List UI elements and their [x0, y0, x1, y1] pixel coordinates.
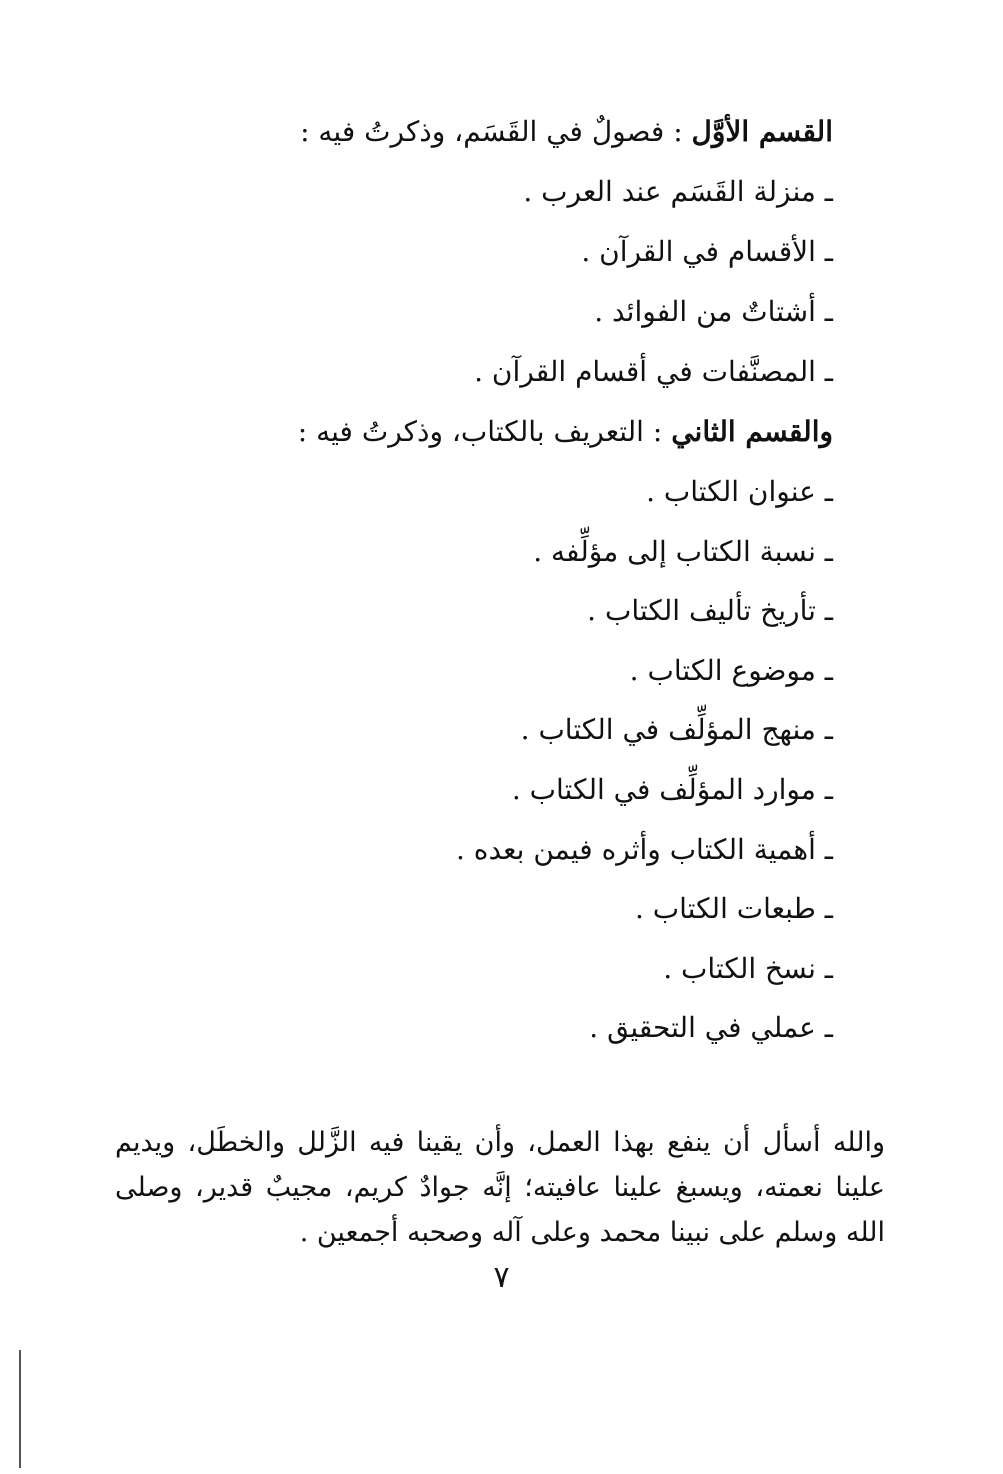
- list-item: ـ نسبة الكتاب إلى مؤلِّفه .: [533, 534, 833, 568]
- section-2-heading-title: والقسم الثاني: [671, 415, 833, 448]
- section-1-heading-title: القسم الأوَّل: [691, 115, 833, 148]
- margin-line: [19, 1350, 21, 1468]
- list-item: ـ منهج المؤلِّف في الكتاب .: [520, 713, 833, 747]
- list-item: ـ أشتاتٌ من الفوائد .: [594, 295, 833, 328]
- list-item: ـ موضوع الكتاب .: [629, 653, 833, 687]
- main-text-block: [113, 112, 833, 1068]
- section-1-list: [113, 172, 833, 392]
- section-2-list: [113, 472, 833, 1048]
- list-item: ـ نسخ الكتاب .: [663, 951, 833, 985]
- list-item: ـ المصنَّفات في أقسام القرآن .: [474, 355, 833, 388]
- list-item: ـ عنوان الكتاب .: [646, 475, 833, 508]
- page-number: ٧: [493, 1260, 510, 1295]
- section-1-heading-text: : فصولٌ في القَسَم، وذكرتُ فيه :: [300, 115, 683, 148]
- section-2-heading: [113, 412, 833, 452]
- list-item: ـ طبعات الكتاب .: [634, 892, 833, 926]
- list-item: ـ تأريخ تأليف الكتاب .: [587, 594, 833, 628]
- list-item: ـ موارد المؤلِّف في الكتاب .: [511, 772, 833, 806]
- section-1-heading: [113, 112, 833, 152]
- list-item: ـ منزلة القَسَم عند العرب .: [523, 175, 833, 208]
- list-item: ـ أهمية الكتاب وأثره فيمن بعده .: [455, 832, 833, 866]
- closing-paragraph: والله أسأل أن ينفع بهذا العمل، وأن يقينا فيه الزَّلل والخطَل، ويديم علينا نعمته، ويسبغ علينا عافيته؛ إنَّه جوادٌ كريم، مجيبٌ قدير، وصلى الله وسلم على نبينا محمد وعلى آله وصحبه أجمعين .: [115, 1127, 885, 1248]
- section-2-heading-text: : التعريف بالكتاب، وذكرتُ فيه :: [297, 415, 663, 448]
- list-item: ـ الأقسام في القرآن .: [581, 235, 833, 268]
- list-item: ـ عملي في التحقيق .: [589, 1011, 833, 1045]
